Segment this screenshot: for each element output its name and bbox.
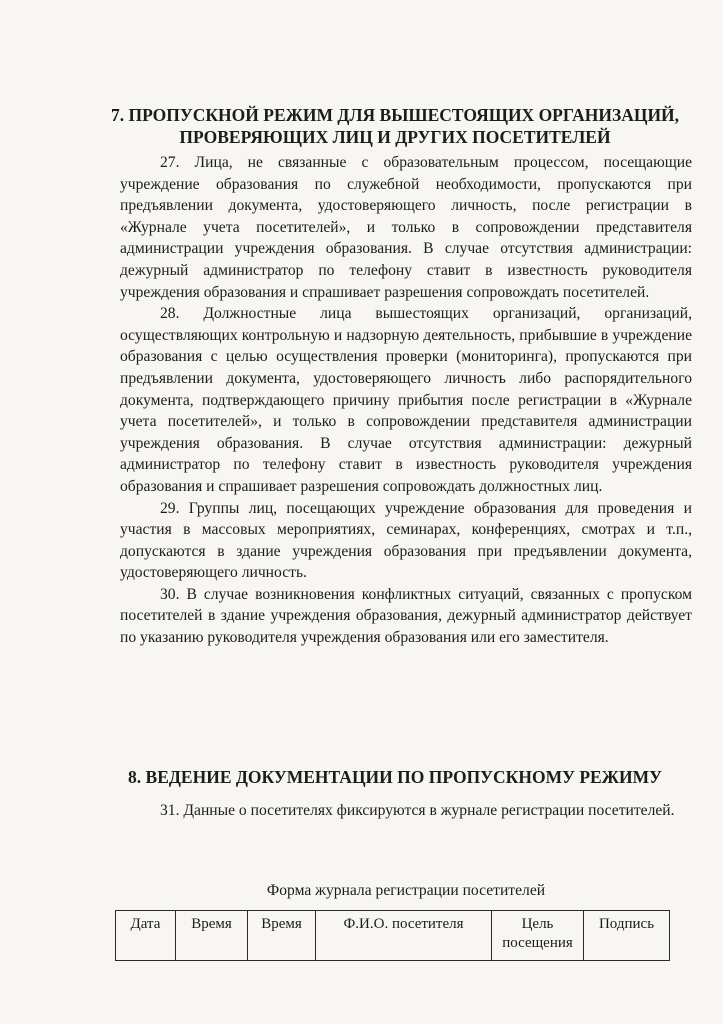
section-8-heading: 8. ВЕДЕНИЕ ДОКУМЕНТАЦИИ ПО ПРОПУСКНОМУ РЕЖИМУ <box>128 767 662 787</box>
section-7-title-line2: ПРОВЕРЯЮЩИХ ЛИЦ И ДРУГИХ ПОСЕТИТЕЛЕЙ <box>179 127 611 147</box>
header-visit-purpose: Цель посещения <box>492 911 584 961</box>
paragraph-27: 27. Лица, не связанные с образовательным процессом, посещающие учреждение образования по служебной необходимости, пропускаются при предъявлении документа, удостоверяющего личность, после регистрации в «Журнале учета посетителей», и только в сопровождении представителя администрации учреждения образования. В случае отсутствия администрации: дежурный администратор по телефону ставит в известность руководителя учреждения образования и спрашивает разрешения сопровождать посетителей. <box>120 154 692 301</box>
table-header-row <box>116 911 670 961</box>
paragraph-28: 28. Должностные лица вышестоящих организаций, организаций, осуществляющих контрольную и надзорную деятельность, прибывшие в учреждение образования с целью осуществления проверки (мониторинга), пропускаются при предъявлении документа, удостоверяющего личность либо распорядительного документа, подтверждающего причину прибытия после регистрации в «Журнале учета посетителей», и только в сопровождении представителя администрации учреждения образования. В случае отсутствия администрации: дежурный администратор по телефону ставит в известность руководителя учреждения образования и спрашивает разрешения сопровождать должностных лиц. <box>120 305 692 495</box>
visitor-journal-table <box>115 910 670 961</box>
paragraph-29: 29. Группы лиц, посещающих учреждение образования для проведения и участия в массовых мероприятиях, семинарах, конференциях, смотрах и т.п., допускаются в здание учреждения образования при предъявлении документа, удостоверяющего личность. <box>120 499 692 582</box>
section-8-body <box>120 800 692 822</box>
header-time-out: Время <box>248 911 316 961</box>
paragraph-31: 31. Данные о посетителях фиксируются в журнале регистрации посетителей. <box>160 802 675 819</box>
header-signature: Подпись <box>584 911 670 961</box>
section-7-body <box>120 152 692 649</box>
paragraph-30: 30. В случае возникновения конфликтных ситуаций, связанных с пропуском посетителей в здание учреждения образования, дежурный администратор действует по указанию руководителя учреждения образования или его заместителя. <box>120 585 692 647</box>
journal-form-caption: Форма журнала регистрации посетителей <box>266 882 546 899</box>
header-time-in: Время <box>176 911 248 961</box>
section-7-heading <box>90 104 700 148</box>
header-date: Дата <box>116 911 176 961</box>
header-visitor-name: Ф.И.О. посетителя <box>316 911 492 961</box>
section-7-title-line1: 7. ПРОПУСКНОЙ РЕЖИМ ДЛЯ ВЫШЕСТОЯЩИХ ОРГАНИЗАЦИЙ, <box>110 105 680 125</box>
